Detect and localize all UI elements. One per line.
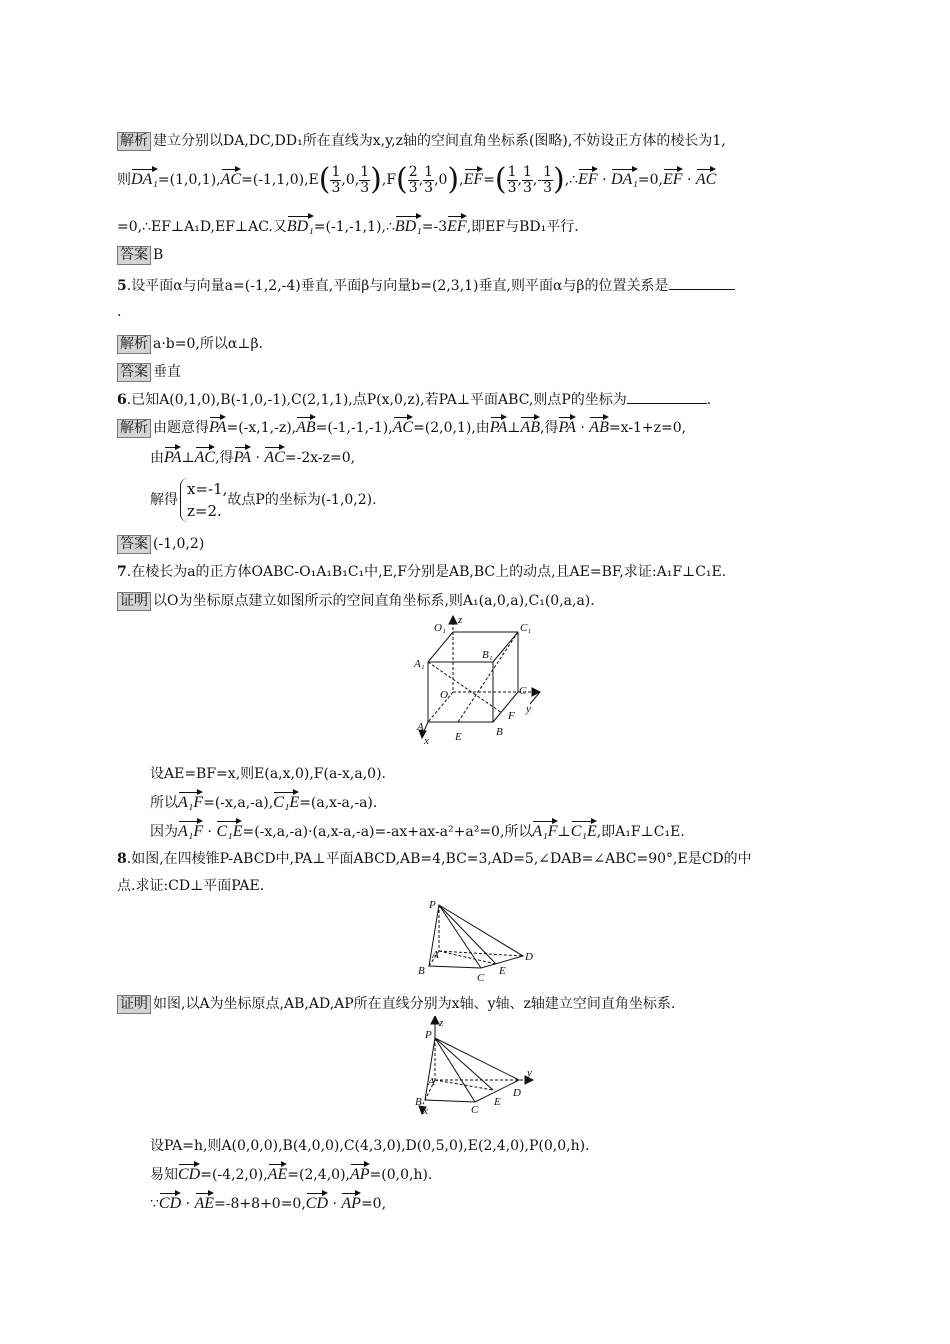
- q4-analysis-line2: 则DA₁=(1,0,1),AC=(-1,1,0),E( $\frac{1}{3}$ ,0, $\frac{1}{3}$ ),F( $\frac{2}{3}$ , $\frac{1}{3}$ ,0),EF=( $\frac{1}{3}$ , $\frac{1}{3}$ ,- $\frac{1}{3}$ ),∴EF · DA₁=0,EF · AC: [117, 162, 717, 197]
- svg-text:E: E: [455, 731, 462, 743]
- svg-text:z: z: [439, 1017, 444, 1029]
- vector-cd: CD: [178, 1161, 200, 1182]
- svg-text:O: O: [440, 689, 448, 701]
- svg-text:A: A: [417, 721, 424, 733]
- svg-text:A: A: [432, 949, 439, 961]
- q7-proof-line1: 设AE=BF=x,则E(a,x,0),F(a-x,a,0).: [150, 766, 386, 782]
- svg-text:E: E: [494, 1096, 501, 1108]
- vector-ef: EF: [464, 166, 484, 187]
- svg-text:P: P: [429, 899, 436, 911]
- svg-text:O₁: O₁: [434, 622, 446, 634]
- svg-text:D: D: [513, 1087, 521, 1099]
- q8-proof-line1: 设PA=h,则A(0,0,0),B(4,0,0),C(4,3,0),D(0,5,0),E(2,4,0),P(0,0,h).: [150, 1138, 590, 1154]
- q7-question: 7.在棱长为a的正方体OABC-O₁A₁B₁C₁中,E,F分别是AB,BC上的动点,且AE=BF,求证:A₁F⊥C₁E.: [117, 564, 727, 580]
- svg-text:C₁: C₁: [520, 622, 532, 634]
- svg-text:C: C: [477, 972, 485, 984]
- svg-text:C: C: [519, 685, 527, 697]
- svg-text:z: z: [458, 614, 463, 626]
- proof-tag: 证明: [117, 592, 151, 611]
- vector-da1: DA₁: [131, 166, 158, 187]
- svg-text:F: F: [508, 710, 515, 722]
- q7-proof-line3: 因为A₁F · C₁E=(-x,a,-a)·(a,x-a,-a)=-ax+ax-a²+a²=0,所以A₁F⊥C₁E,即A₁F⊥C₁E.: [150, 818, 685, 842]
- q6-analysis-line3: 解得 x=-1, z=2. 故点P的坐标为(-1,0,2).: [150, 480, 377, 520]
- svg-text:x: x: [424, 735, 429, 747]
- q5-analysis: 解析 a·b=0,所以α⊥β.: [117, 334, 263, 354]
- pyramid-coordinate-figure: [409, 1016, 539, 1116]
- svg-text:E: E: [499, 965, 506, 977]
- q5-answer: 答案 垂直: [117, 362, 181, 382]
- q4-answer: 答案 B: [117, 245, 163, 265]
- q8-proof: 证明 如图,以A为坐标原点,AB,AD,AP所在直线分别为x轴、y轴、z轴建立空间直角坐标系.: [117, 994, 675, 1014]
- svg-text:y: y: [526, 703, 531, 715]
- vector-ap: AP: [350, 1161, 370, 1182]
- svg-text:B: B: [496, 726, 503, 738]
- q8-proof-line3: ∵CD · AE=-8+8+0=0,CD · AP=0,: [150, 1190, 386, 1214]
- svg-text:A₁: A₁: [414, 658, 425, 670]
- q7-proof-line2: 所以A₁F=(-x,a,-a),C₁E=(a,x-a,-a).: [150, 789, 377, 813]
- vector-pa: PA: [209, 414, 226, 435]
- svg-text:A: A: [428, 1076, 435, 1088]
- q4-analysis-line1: [117, 131, 726, 151]
- vector-c1e: C₁E: [273, 789, 299, 810]
- q5-question-end: .: [117, 304, 122, 320]
- svg-text:y: y: [527, 1067, 532, 1079]
- q6-question: 6.已知A(0,1,0),B(-1,0,-1),C(2,1,1),点P(x,0,z),若PA⊥平面ABC,则点P的坐标为 .: [117, 392, 712, 408]
- svg-text:B₁: B₁: [482, 649, 493, 661]
- q6-answer: 答案 (-1,0,2): [117, 534, 204, 554]
- vector-bd1: BD₁: [287, 213, 314, 234]
- cube-figure: [408, 612, 553, 750]
- pyramid-figure: [413, 896, 538, 984]
- svg-text:B: B: [415, 1096, 422, 1108]
- svg-text:x: x: [423, 1105, 428, 1116]
- q4-analysis-line3: =0,∴EF⊥A₁D,EF⊥AC.又BD₁=(-1,-1,1),∴BD₁=-3EF,即EF与BD₁平行.: [117, 213, 579, 237]
- q7-proof: 证明 以O为坐标原点建立如图所示的空间直角坐标系,则A₁(a,0,a),C₁(0,a,a).: [117, 591, 595, 611]
- svg-text:P: P: [425, 1029, 432, 1041]
- answer-tag: 答案: [117, 246, 151, 265]
- q8-question-line1: 8.如图,在四棱锥P-ABCD中,PA⊥平面ABCD,AB=4,BC=3,AD=5,∠DAB=∠ABC=90°,E是CD的中: [117, 851, 752, 867]
- svg-text:C: C: [471, 1104, 479, 1116]
- vector-ae: AE: [268, 1161, 288, 1182]
- q5-question: 5.设平面α与向量a=(-1,2,-4)垂直,平面β与向量b=(2,3,1)垂直,则平面α与β的位置关系是: [117, 276, 735, 296]
- vector-ac: AC: [221, 166, 241, 187]
- vector-ab: AB: [296, 414, 316, 435]
- q4-analysis-text: 建立分别以DA,DC,DD₁所在直线为x,y,z轴的空间直角坐标系(图略),不妨设正方体的棱长为1,: [153, 133, 726, 149]
- q8-proof-line2: 易知CD=(-4,2,0),AE=(2,4,0),AP=(0,0,h).: [150, 1161, 432, 1185]
- vector-a1f: A₁F: [178, 789, 203, 810]
- svg-text:D: D: [525, 951, 533, 963]
- q6-analysis-line1: 解析 由题意得PA=(-x,1,-z),AB=(-1,-1,-1),AC=(2,0,1),由PA⊥AB,得PA · AB=x-1+z=0,: [117, 414, 686, 438]
- q6-analysis-line2: 由PA⊥AC,得PA · AC=-2x-z=0,: [150, 444, 355, 468]
- analysis-tag: 解析: [117, 132, 151, 151]
- svg-text:B: B: [418, 965, 425, 977]
- q8-question-line2: 点.求证:CD⊥平面PAE.: [117, 878, 265, 894]
